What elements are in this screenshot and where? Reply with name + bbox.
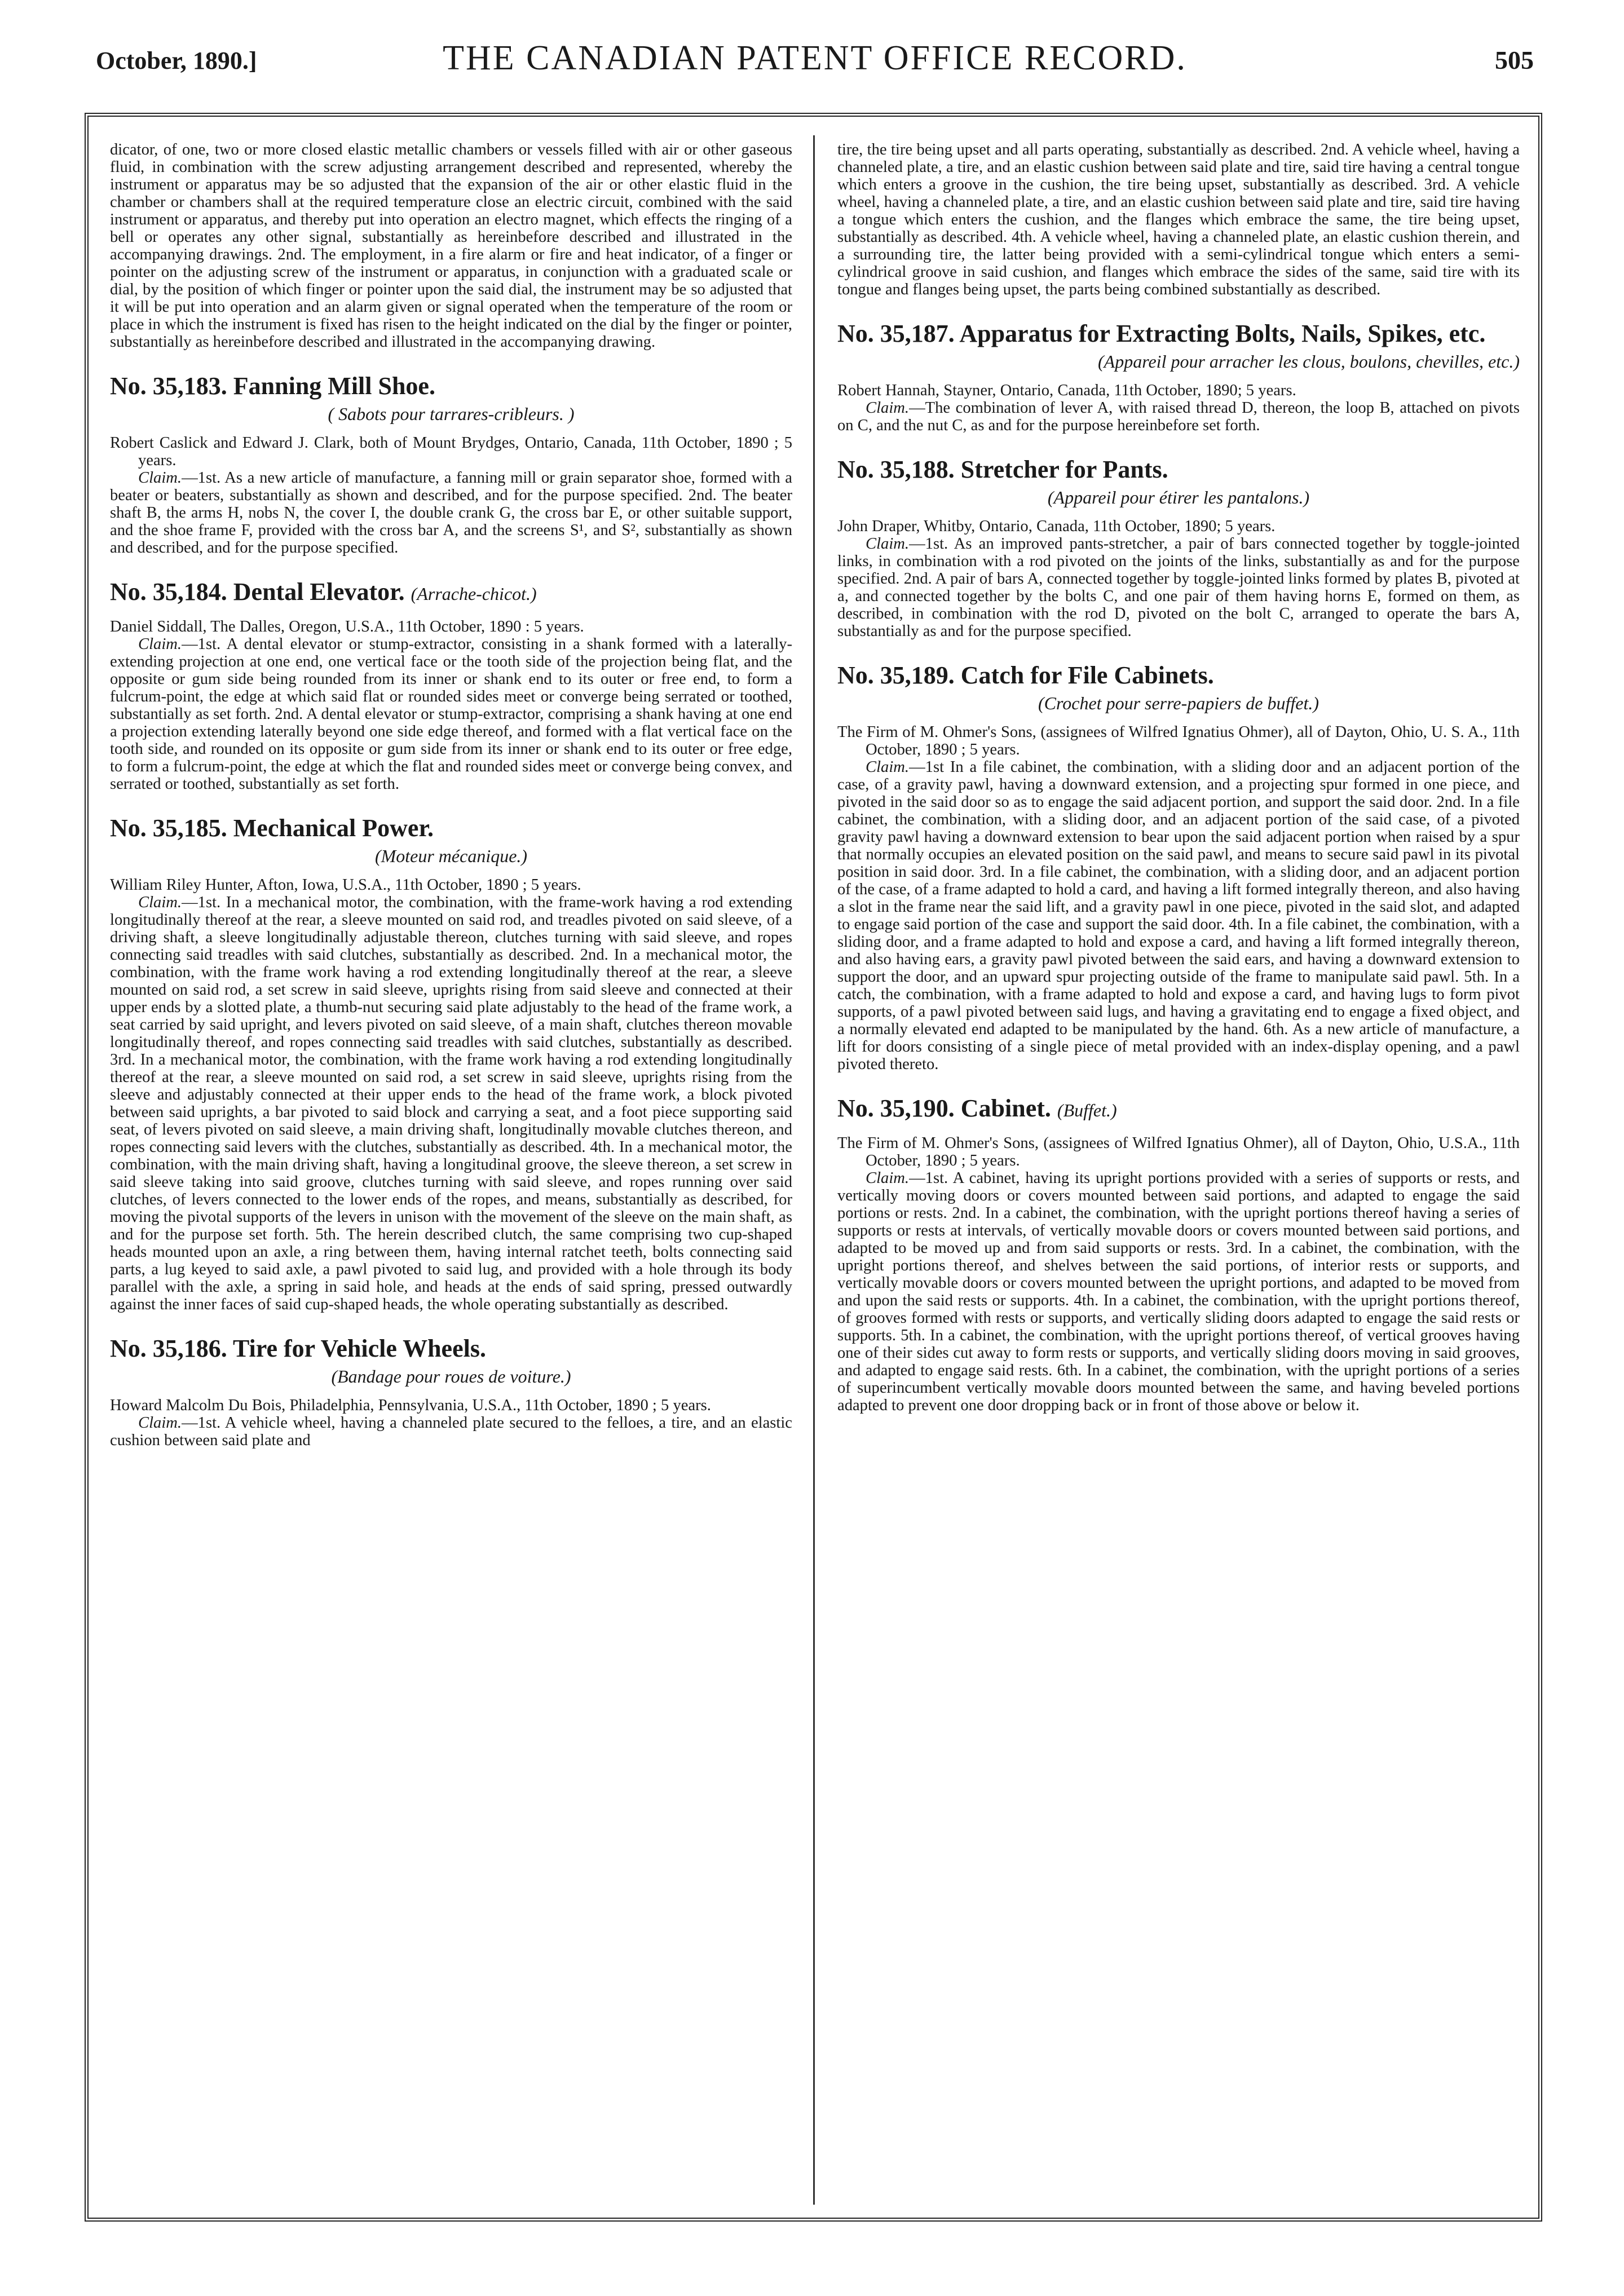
patent-claim [837, 535, 1520, 640]
claim-label: Claim. [866, 758, 910, 776]
patent-translation: (Buffet.) [1057, 1100, 1117, 1120]
patent-claim [110, 469, 792, 557]
patent-grant: Daniel Siddall, The Dalles, Oregon, U.S.A., 11th October, 1890 : 5 years. [110, 618, 584, 635]
claim-label: Claim. [866, 399, 910, 417]
claim-text: —1st. In a mechanical motor, the combination, with the frame-work having a rod extending longitudinally thereof at the rear, a sleeve mounted on said rod, and treadles pivoted on said sleeve, of a driving shaft, a sleeve longitudinally adjustable thereon, clutches turning with said sleeve, and ropes connecting said treadles with said clutches, substantially as described. 2nd. In a mechanical motor, the combination, with the frame work having a rod extending longitudinally thereof at the rear, a sleeve mounted on said rod, a set screw in said sleeve, uprights rising from said sleeve and connected at their upper ends by a slotted plate, a thumb-nut securing said plate adjustably to the head of the frame work, a seat carried by said upright, and levers pivoted on said sleeve, of a main shaft, clutches thereon movable longitudinally thereof, and ropes connecting said treadles with said clutches, substantially as described. 3rd. In a mechanical motor, the combination, with the frame work having a rod extending longitudinally thereof at the rear, a sleeve mounted on said rod, a set screw in said sleeve, uprights rising from the sleeve and adjustably connected at their upper ends to the head of the frame work, a block pivoted between said uprights, a bar pivoted to said block and carrying a seat, and a foot piece supporting said seat, of levers pivoted on said sleeve, a main driving shaft, longitudinally movable clutches thereon, and ropes connecting said levers with the clutches, substantially as described. 4th. In a mechanical motor, the combination, with the main driving shaft, having a longitudinal groove, the sleeve thereon, a set screw in said sleeve taking into said groove, clutches turning with said sleeve, and ropes running over said clutches, of levers connected to the lower ends of the ropes, and means, substantially as described, for moving the pivotal supports of the levers in unison with the movement of the sleeve on the main shaft, as and for the purpose set forth. 5th. The herein described clutch, the same comprising two cup-shaped heads mounted upon an axle, a ring between them, having internal ratchet teeth, bolts connecting said parts, a lug keyed to said axle, a pawl pivoted to said lug, and provided with a hole through its body parallel with the axle, a spring in said hole, and heads at the ends of said spring, pressed outwardly against the inner faces of said cup-shaped heads, the whole operating substantially as described. [110, 894, 792, 1313]
patent-claim [110, 894, 792, 1313]
patent-heading: No. 35,185. Mechanical Power. [110, 814, 434, 842]
patent-35183 [110, 371, 792, 557]
patent-translation: (Moteur mécanique.) [374, 846, 528, 866]
claim-text: —1st. As an improved pants-stretcher, a pair of bars connected together by toggle-jointed links, in combination with a rod pivoted on the joints of the links, substantially as and for the purpose specified. 2nd. A pair of bars A, connected together by toggle-jointed links formed by plates B, pivoted at a, and connected together by the bolts C, and one pair of them having horns E, formed on them, as described, in combination with the rod D, pivoted on the bolt C, arranged to operate the bars A, substantially as and for the purpose specified. [837, 535, 1520, 640]
patent-claim [110, 635, 792, 793]
patent-heading: No. 35,183. Fanning Mill Shoe. [110, 372, 435, 400]
patent-heading-line [110, 577, 792, 609]
patent-grant: William Riley Hunter, Afton, Iowa, U.S.A., 11th October, 1890 ; 5 years. [110, 876, 581, 894]
patent-35190 [837, 1093, 1520, 1414]
patent-heading: No. 35,190. Cabinet. [837, 1094, 1051, 1122]
patent-35189 [837, 660, 1520, 1073]
patent-translation: (Arrache-chicot.) [411, 584, 537, 604]
column-divider [813, 135, 815, 2205]
patent-heading: No. 35,188. Stretcher for Pants. [837, 456, 1168, 483]
claim-text: —The combination of lever A, with raised thread D, thereon, the loop B, attached on pivots on C, and the nut C, as and for the purpose hereinbefore set forth. [837, 399, 1520, 434]
patent-grant: Howard Malcolm Du Bois, Philadelphia, Pennsylvania, U.S.A., 11th October, 1890 ; 5 years. [110, 1397, 711, 1414]
claim-text: —1st In a file cabinet, the combination, with a sliding door and an adjacent portion of the case, of a gravity pawl, having a downward extension, and a projecting spur formed in one piece, and pivoted in the said door so as to engage the said adjacent portion, and support the said door. 2nd. In a file cabinet, the combination, with a sliding door, and an adjacent portion of the said case, of a pivoted gravity pawl having a downward extension to bear upon the said adjacent portion when raised by a spur that normally occupies an elevated position on the said pawl, and means to secure said pawl in its pivotal position in said door. 3rd. In a file cabinet, the combination, with a sliding door, and an adjacent portion of the case, of a frame adapted to hold a card, and having a lift formed integrally thereon, and also having a slot in the frame near the said lift, and a gravity pawl in one piece, pivoted in the said slot, and adapted to engage said portion of the case and support the said door. 4th. In a file cabinet, the combination, with a sliding door, and a frame adapted to hold and expose a card, and having a lift formed integrally thereon, and also having ears, a gravity pawl pivoted between the said ears, and having a downward extension to support the door, and an upward spur projecting outside of the frame to manipulate said pawl. 5th. In a catch, the combination, with a frame adapted to hold and expose a card, and having lugs to form pivot supports, of a pawl pivoted between said lugs, and having a gravitating end to engage a fixed object, and a normally elevated end adapted to be manipulated by the hand. 6th. As a new article of manufacture, a lift for doors consisting of a single piece of metal provided with an index-display opening, and a pawl pivoted thereto. [837, 758, 1520, 1073]
page-number: 505 [1495, 46, 1534, 74]
patent-translation: (Bandage pour roues de voiture.) [331, 1366, 571, 1387]
patent-grant: John Draper, Whitby, Ontario, Canada, 11th October, 1890; 5 years. [837, 518, 1276, 535]
patent-heading: No. 35,184. Dental Elevator. [110, 578, 405, 606]
claim-text: —1st. A vehicle wheel, having a channeled plate secured to the felloes, a tire, and an elastic cushion between said plate and [110, 1414, 792, 1449]
patent-grant: The Firm of M. Ohmer's Sons, (assignees of Wilfred Ignatius Ohmer), all of Dayton, Ohio, U. S. A., 11th October, 1890 ; 5 years. [837, 723, 1520, 758]
patent-heading: No. 35,187. Apparatus for Extracting Bolts, Nails, Spikes, etc. [837, 320, 1486, 347]
patent-translation: (Crochet pour serre-papiers de buffet.) [1038, 693, 1319, 713]
patent-heading: No. 35,186. Tire for Vehicle Wheels. [110, 1335, 486, 1362]
claim-text: —1st. A dental elevator or stump-extractor, consisting in a shank formed with a laterally-extending projection at one end, one vertical face or the tooth side of the projection being flat, and the opposite or gum side being rounded from its inner or shank end to its outer or free end, to form a fulcrum-point, the edge at which said flat or rounded sides meet or converge being serrated or toothed, substantially as set forth. 2nd. A dental elevator or stump-extractor, comprising a shank having at one end a projection extending laterally beyond one side edge thereof, and formed with a flat vertical face on the tooth side, and rounded on its opposite or gum side from its inner or shank end to its outer or free edge, to form a fulcrum-point, the edge at which the flat and rounded sides meet or converge being convex, and serrated or toothed, substantially as set forth. [110, 635, 792, 793]
right-column [837, 141, 1520, 2205]
patent-heading-line [837, 1093, 1520, 1125]
patent-translation: (Appareil pour étirer les pantalons.) [1047, 487, 1310, 507]
patent-translation: (Appareil pour arracher les clous, boulons, chevilles, etc.) [1098, 351, 1520, 372]
header-date: October, 1890.] [96, 47, 257, 74]
claim-label: Claim. [138, 469, 182, 487]
patent-translation: ( Sabots pour tarrares-cribleurs. ) [328, 404, 575, 424]
patent-claim [837, 758, 1520, 1073]
patent-grant: Robert Caslick and Edward J. Clark, both of Mount Brydges, Ontario, Canada, 11th October, 1890 ; 5 years. [110, 434, 792, 469]
patent-35184 [110, 577, 792, 793]
claim-text: —1st. A cabinet, having its upright portions provided with a series of supports or rests, and vertically moving doors or covers mounted between said portions, and adapted to engage the said portions or rests. 2nd. In a cabinet, the combination, with the upright portions thereof having a series of supports or rests at intervals, of vertically movable doors or covers mounted between said portions, and adapted to be moved up and from said supports or rests. 3rd. In a cabinet, the combination, with the upright portions thereof, and shelves between the said portions, of interior rests or supports, and vertically movable doors or covers mounted between the upright portions, and adapted to be moved from and upon the said rests or supports. 4th. In a cabinet, the combination, with the upright portions thereof, of grooves formed with rests or supports, and vertically sliding doors adapted to engage the said rests or supports. 5th. In a cabinet, the combination, with the upright portions thereof, of vertical grooves having one of their sides cut away to form rests or supports, and vertically sliding doors moving in said grooves, and adapted to engage said rests. 6th. In a cabinet, the combination, with the upright portions of a series of superincumbent vertically movable doors mounted between the same, and having beveled portions adapted to prevent one door dropping back or in front of those above or below it. [837, 1169, 1520, 1414]
patent-claim [837, 399, 1520, 434]
claim-label: Claim. [138, 635, 182, 653]
patent-claim [837, 1169, 1520, 1414]
page-header [96, 38, 1534, 83]
patent-heading: No. 35,189. Catch for File Cabinets. [837, 661, 1214, 689]
patent-35186 [110, 1334, 792, 1449]
patent-grant: The Firm of M. Ohmer's Sons, (assignees of Wilfred Ignatius Ohmer), all of Dayton, Ohio, U.S.A., 11th October, 1890 ; 5 years. [837, 1134, 1520, 1169]
claim-label: Claim. [138, 894, 182, 911]
continued-claim-text: dicator, of one, two or more closed elastic metallic chambers or vessels filled with air or other gaseous fluid, in combination with the screw adjusting arrangement described and represented, whereby the instrument or apparatus may be so adjusted that the expansion of the air or other elastic fluid in the chamber or chambers shall at the required temperature close an electric circuit, combined with the said instrument or apparatus, and thereby put into operation an electro magnet, which effects the ringing of a bell or operates any other signal, substantially as hereinbefore described and illustrated in the accompanying drawings. 2nd. The employment, in a fire alarm or fire and heat indicator, of a finger or pointer on the adjusting screw of the instrument or apparatus, in conjunction with a graduated scale or dial, by the position of which finger or pointer upon the said dial, the instrument may be so adjusted that it will be put into operation and an alarm given or signal operated when the temperature of the room or place in which the instrument is fixed has risen to the height indicated on the dial by the finger or pointer, substantially as hereinbefore described and illustrated in the accompanying drawing. [110, 141, 792, 351]
patent-claim [110, 1414, 792, 1449]
patent-35187 [837, 319, 1520, 434]
patent-35188 [837, 454, 1520, 640]
left-column [110, 141, 792, 2205]
continued-claim-text: tire, the tire being upset and all parts operating, substantially as described. 2nd. A vehicle wheel, having a channeled plate, a tire, and an elastic cushion between said plate and tire, said tire having a central tongue which enters a groove in the cushion, the tire being upset, substantially as described. 3rd. A vehicle wheel, having a channeled plate, a tire, and an elastic cushion between said plate and tire, said tire having a tongue which enters the cushion, and the flanges which embrace the same, the tire being upset, substantially as described. 4th. A vehicle wheel, having a channeled plate, an elastic cushion therein, and a surrounding tire, the latter being provided with a semi-cylindrical tongue which enters a semi-cylindrical groove in said cushion, and flanges which embrace the sides of the same, said tire with its tongue and flanges being upset, the parts being combined substantially as described. [837, 141, 1520, 298]
patent-35185 [110, 813, 792, 1313]
claim-text: —1st. As a new article of manufacture, a fanning mill or grain separator shoe, formed with a beater or beaters, substantially as shown and described, and for the purpose specified. 2nd. The beater shaft B, the arms H, nobs N, the cover I, the double crank G, the cross bar E, or other suitable support, and the shoe frame F, provided with the cross bar A, and the screens S¹, and S², substantially as shown and described, and for the purpose specified. [110, 469, 792, 557]
claim-label: Claim. [866, 535, 910, 553]
claim-label: Claim. [138, 1414, 182, 1432]
patent-grant: Robert Hannah, Stayner, Ontario, Canada, 11th October, 1890; 5 years. [837, 382, 1296, 399]
claim-label: Claim. [866, 1169, 910, 1187]
journal-title: THE CANADIAN PATENT OFFICE RECORD. [443, 39, 1187, 77]
